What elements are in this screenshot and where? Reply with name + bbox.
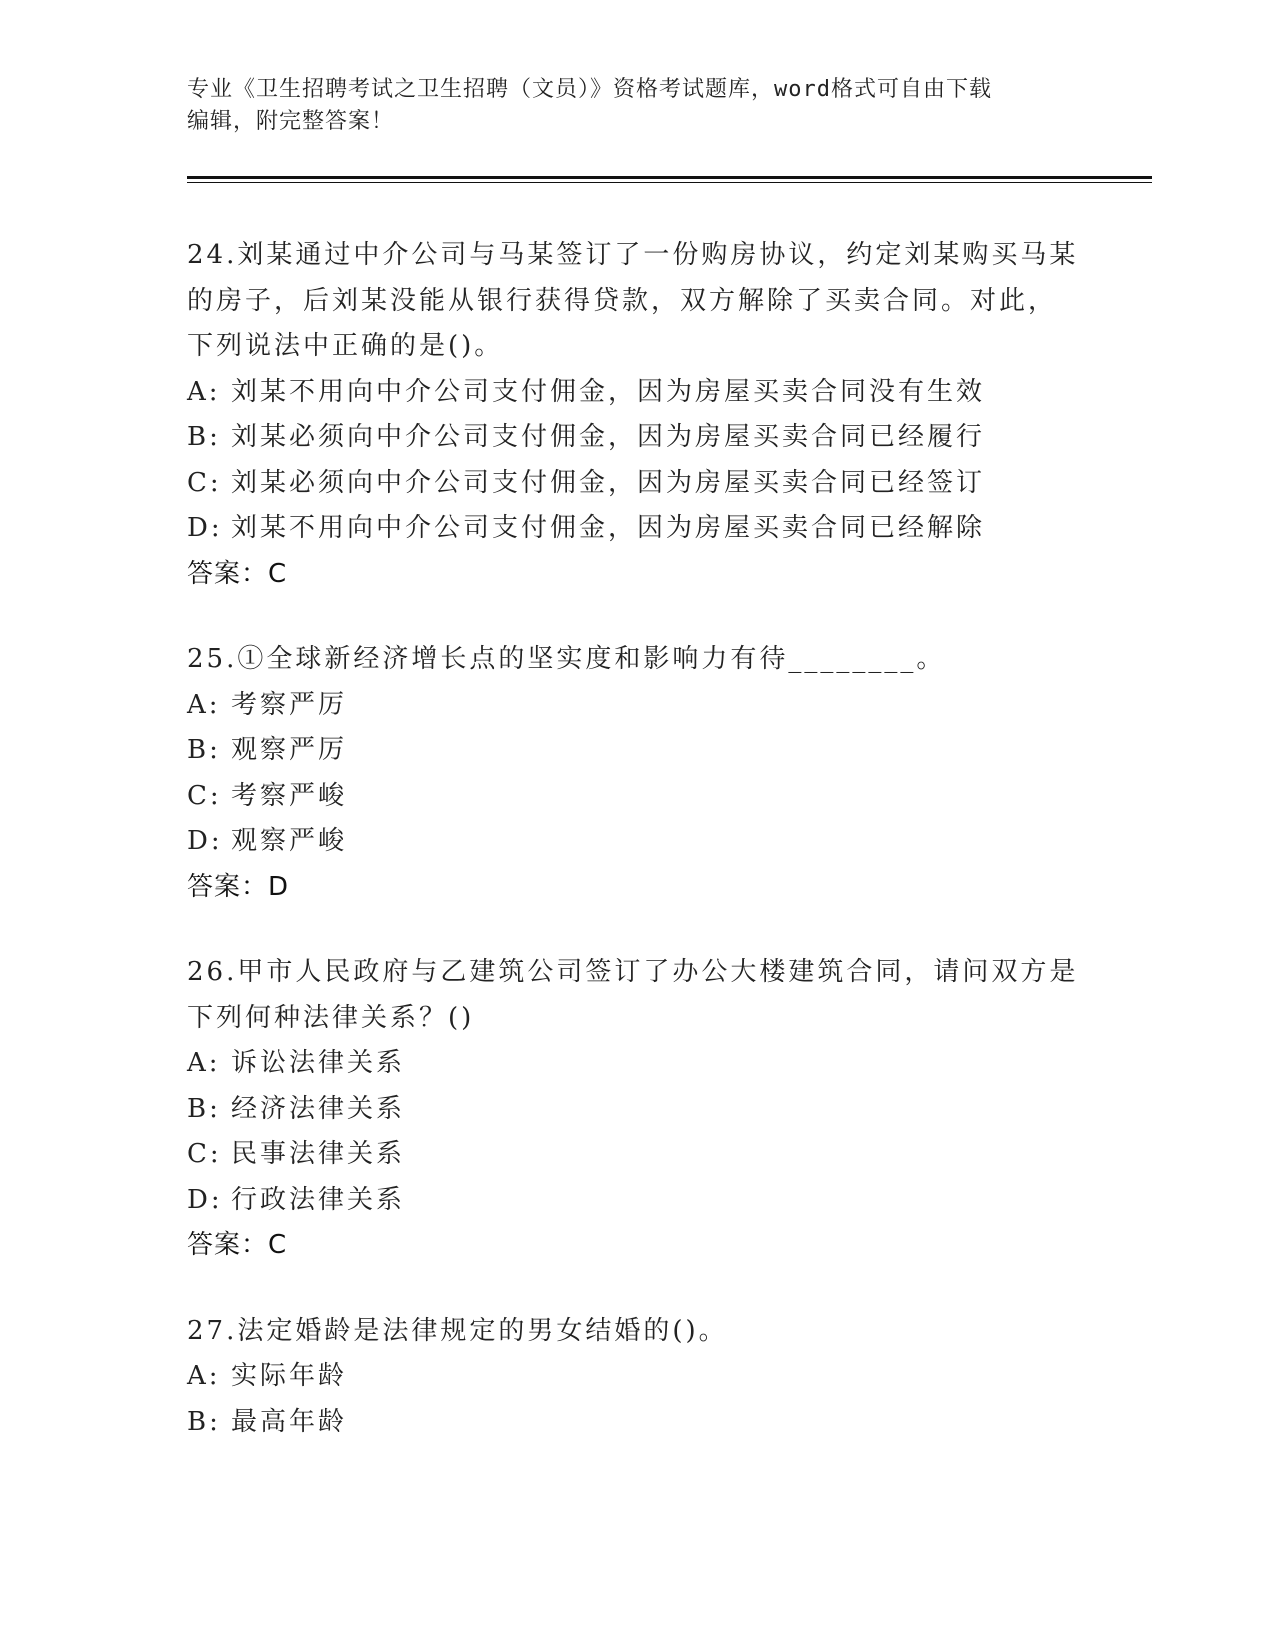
document-header: [187, 74, 1087, 138]
stem-line: 下列说法中正确的是()。: [187, 331, 504, 361]
answer: 答案：D: [187, 871, 290, 902]
stem-line: 的房子，后刘某没能从银行获得贷款，双方解除了买卖合同。对此，: [187, 285, 1058, 316]
option-b: [187, 1400, 1087, 1446]
option-text: 刘某不用向中介公司支付佣金，因为房屋买卖合同已经解除: [231, 513, 986, 543]
header-divider-thin: [187, 182, 1152, 183]
option-b: [187, 415, 1087, 461]
stem-line: 25.①全球新经济增长点的坚实度和影响力有待________。: [187, 644, 946, 674]
option-key: B:: [187, 422, 221, 452]
option-text: 刘某必须向中介公司支付佣金，因为房屋买卖合同已经履行: [231, 422, 986, 452]
option-text: 观察严峻: [231, 826, 348, 856]
option-d: [187, 819, 1087, 865]
option-a: [187, 683, 1087, 729]
option-key: C:: [187, 1139, 222, 1169]
option-key: A:: [187, 1048, 221, 1078]
question-stem: [187, 950, 1087, 1041]
option-b: [187, 1087, 1087, 1133]
option-d: [187, 506, 1087, 552]
option-text: 民事法律关系: [231, 1139, 406, 1169]
answer: 答案：C: [187, 558, 288, 589]
stem-line: 27.法定婚龄是法律规定的男女结婚的()。: [187, 1315, 728, 1346]
option-text: 考察严峻: [231, 780, 348, 811]
option-text: 最高年龄: [231, 1406, 348, 1437]
header-line: 编辑，附完整答案！: [187, 109, 395, 134]
option-c: [187, 774, 1087, 820]
question-26: [187, 950, 1087, 1269]
option-key: B:: [187, 1406, 221, 1437]
header-divider-thick: [187, 176, 1152, 179]
option-key: B:: [187, 1093, 221, 1124]
option-text: 考察严厉: [231, 689, 348, 720]
stem-line: 下列何种法律关系？(): [187, 1002, 475, 1033]
option-c: [187, 1132, 1087, 1178]
stem-line: 26.甲市人民政府与乙建筑公司签订了办公大楼建筑合同，请问双方是: [187, 957, 1079, 987]
question-list: [187, 233, 1087, 1485]
question-27: [187, 1309, 1087, 1446]
question-stem: [187, 1309, 1087, 1355]
question-stem: [187, 233, 1087, 370]
option-a: [187, 1041, 1087, 1087]
question-25: [187, 637, 1087, 910]
option-d: [187, 1178, 1087, 1224]
option-key: A:: [187, 376, 221, 407]
option-key: B:: [187, 735, 221, 765]
option-a: [187, 1354, 1087, 1400]
option-key: D:: [187, 826, 223, 856]
answer: 答案：C: [187, 1230, 288, 1260]
option-text: 实际年龄: [231, 1361, 348, 1391]
option-key: C:: [187, 467, 222, 498]
question-stem: [187, 637, 1087, 683]
option-text: 诉讼法律关系: [231, 1048, 406, 1078]
option-text: 行政法律关系: [231, 1184, 406, 1215]
option-key: D:: [187, 1184, 223, 1215]
stem-line: 24.刘某通过中介公司与马某签订了一份购房协议，约定刘某购买马某: [187, 240, 1079, 270]
option-key: A:: [187, 689, 221, 720]
header-line: 专业《卫生招聘考试之卫生招聘（文员）》资格考试题库，word格式可自由下载: [187, 77, 992, 102]
option-text: 经济法律关系: [231, 1093, 406, 1124]
option-b: [187, 728, 1087, 774]
option-key: C:: [187, 780, 222, 811]
option-key: D:: [187, 513, 223, 543]
option-text: 刘某必须向中介公司支付佣金，因为房屋买卖合同已经签订: [231, 467, 986, 498]
question-24: [187, 233, 1087, 597]
option-key: A:: [187, 1361, 221, 1391]
option-a: [187, 370, 1087, 416]
option-text: 刘某不用向中介公司支付佣金，因为房屋买卖合同没有生效: [231, 376, 986, 407]
option-c: [187, 461, 1087, 507]
option-text: 观察严厉: [231, 735, 348, 765]
